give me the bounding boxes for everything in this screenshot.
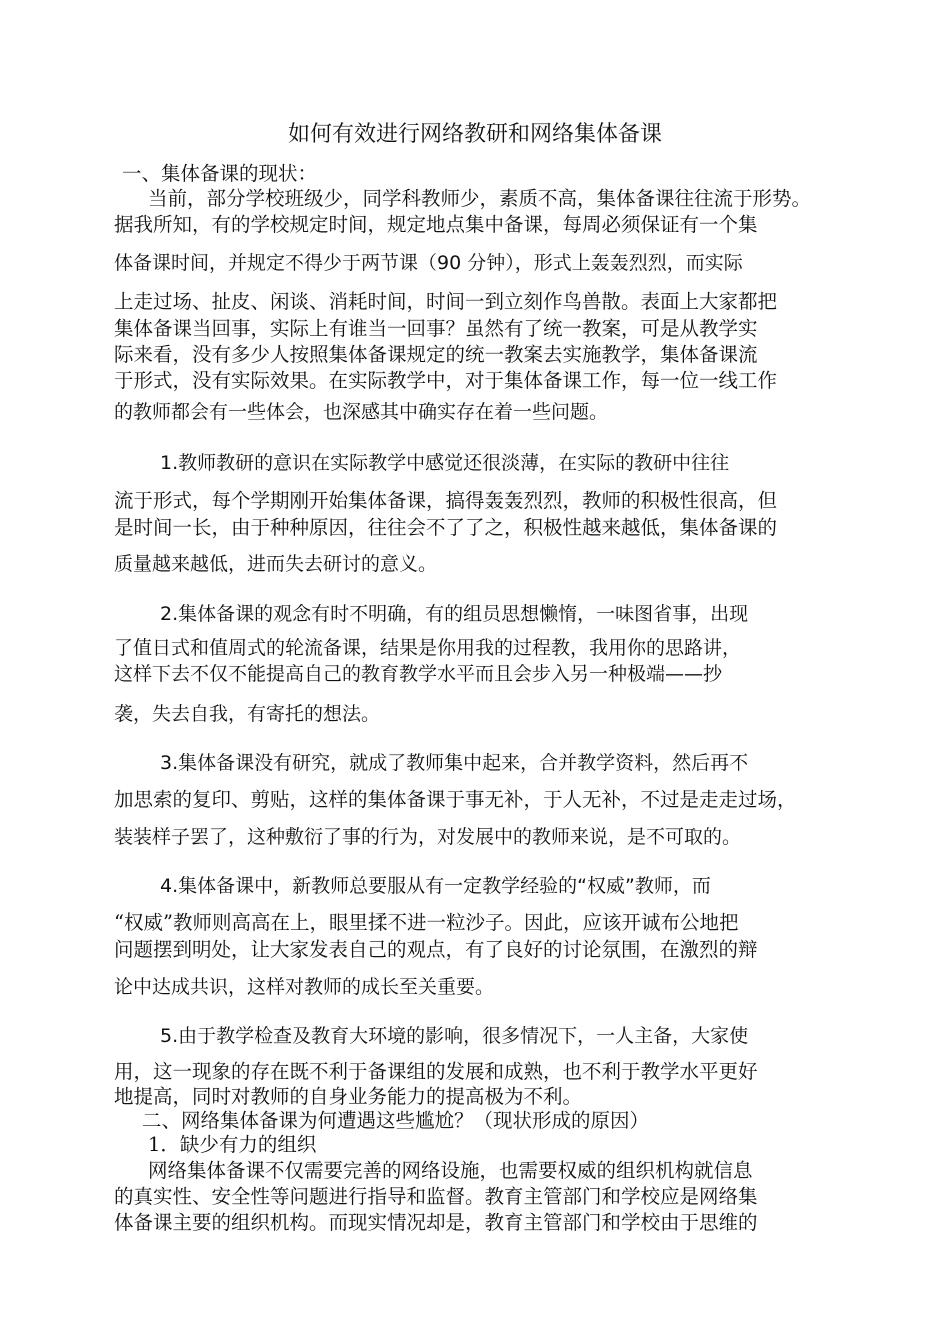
- subsection-heading: 1．缺少有力的组织: [148, 1133, 317, 1156]
- paragraph-line: 体备课时间，并规定不得少于两节课（90 分钟），形式上轰轰烈烈，而实际: [114, 252, 743, 274]
- section-heading-1: 一、集体备课的现状：: [122, 162, 318, 185]
- paragraph-line: 的教师都会有一些体会，也深感其中确实存在着一些问题。: [114, 401, 609, 423]
- list-item-5: 5.由于教学检查及教育大环境的影响，很多情况下，一人主备，大家使: [160, 1025, 749, 1047]
- paragraph-line: 袭，失去自我，有寄托的想法。: [114, 703, 381, 725]
- paragraph-line: “权威”教师则高高在上，眼里揉不进一粒沙子。因此，应该开诚布公地把: [114, 911, 739, 934]
- paragraph-line: 据我所知，有的学校规定时间，规定地点集中备课，每周必须保证有一个集: [114, 213, 758, 236]
- paragraph-line: 装装样子罢了，这种敷衍了事的行为，对发展中的教师来说，是不可取的。: [114, 826, 742, 848]
- paragraph-line: 了值日式和值周式的轮流备课，结果是你用我的过程教，我用你的思路讲，: [114, 637, 742, 659]
- paragraph-line: 流于形式，每个学期刚开始集体备课，搞得轰轰烈烈，教师的积极性很高，但: [114, 489, 778, 512]
- paragraph-line: 是时间一长，由于种种原因，往往会不了了之，积极性越来越低，集体备课的: [114, 516, 778, 539]
- paragraph-line: 的真实性、安全性等问题进行指导和监督。教育主管部门和学校应是网络集: [114, 1185, 758, 1208]
- list-item-4: 4.集体备课中，新教师总要服从有一定教学经验的“权威”教师，而: [160, 875, 711, 897]
- list-item-1: 1.教师教研的意识在实际教学中感觉还很淡薄，在实际的教研中往往: [160, 452, 730, 474]
- paragraph-line: 用，这一现象的存在既不利于备课组的发展和成熟，也不利于教学水平更好: [114, 1060, 758, 1083]
- paragraph-line: 上走过场、扯皮、闲谈、消耗时间，时间一到立刻作鸟兽散。表面上大家都把: [114, 290, 778, 313]
- section-heading-2: 二、网络集体备课为何遭遇这些尴尬？（现状形成的原因）: [142, 1109, 650, 1132]
- paragraph-line: 论中达成共识，这样对教师的成长至关重要。: [114, 976, 495, 998]
- paragraph-line: 网络集体备课不仅需要完善的网络设施，也需要权威的组织机构就信息: [148, 1159, 753, 1182]
- paragraph-line: 加思索的复印、剪贴，这样的集体备课于事无补，于人无补，不过是走走过场，: [114, 788, 797, 811]
- document-title: 如何有效进行网络教研和网络集体备课: [287, 122, 662, 147]
- paragraph-line: 集体备课当回事，实际上有谁当一回事？虽然有了统一教案，可是从教学实: [114, 317, 758, 340]
- paragraph-line: 际来看，没有多少人按照集体备课规定的统一教案去实施教学，集体备课流: [114, 343, 758, 366]
- paragraph-line: 这样下去不仅不能提高自己的教育教学水平而且会步入另一种极端——抄: [114, 663, 723, 685]
- list-item-3: 3.集体备课没有研究，就成了教师集中起来，合并教学资料，然后再不: [160, 752, 749, 774]
- paragraph-line: 质量越来越低，进而失去研讨的意义。: [114, 553, 438, 575]
- paragraph-line: 地提高，同时对教师的自身业务能力的提高极为不利。: [114, 1085, 583, 1108]
- paragraph-line: 问题摆到明处，让大家发表自己的观点，有了良好的讨论氛围，在激烈的辩: [114, 938, 758, 961]
- paragraph-line: 当前，部分学校班级少，同学科教师少，素质不高，集体备课往往流于形势。: [148, 187, 812, 210]
- paragraph-line: 体备课主要的组织机构。而现实情况却是，教育主管部门和学校由于思维的: [114, 1211, 758, 1234]
- list-item-2: 2.集体备课的观念有时不明确，有的组员思想懒惰，一味图省事，出现: [160, 603, 749, 625]
- paragraph-line: 于形式，没有实际效果。在实际教学中，对于集体备课工作，每一位一线工作: [114, 369, 778, 392]
